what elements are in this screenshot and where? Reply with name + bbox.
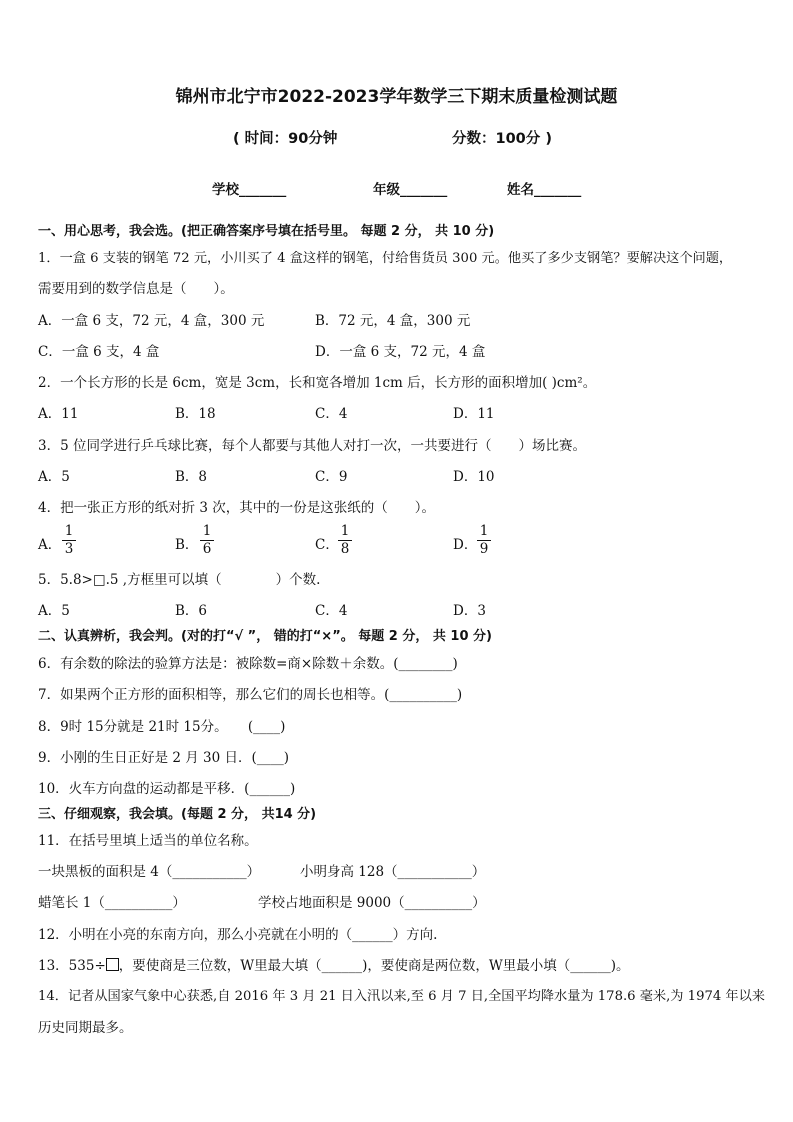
question-3: 3．5 位同学进行乒乓球比赛，每个人都要与其他人对打一次，一共要进行（ ）场比赛。	[38, 438, 586, 454]
option-b-fraction	[200, 524, 214, 557]
denominator: 6	[202, 541, 212, 557]
option-b: B．6	[175, 603, 208, 619]
exam-score: 分数：100分 )	[452, 131, 552, 147]
blank-box-icon	[106, 958, 119, 971]
option-a-label: A．	[38, 537, 62, 553]
exam-time: ( 时间：90分钟	[233, 131, 338, 147]
denominator: 3	[64, 541, 74, 557]
option-d: D．10	[453, 469, 495, 485]
option-a-fraction	[62, 524, 76, 557]
question-14-line2: 历史同期最多。	[38, 1020, 133, 1036]
option-c: C．一盒 6 支，4 盒	[38, 344, 160, 360]
option-a: A．5	[38, 603, 70, 619]
question-11-part4: 学校占地面积是 9000（__________）	[258, 895, 486, 911]
question-5: 5．5.8>□.5 ,方框里可以填（ ）个数.	[38, 572, 321, 588]
option-a: A．一盒 6 支，72 元，4 盒，300 元	[38, 313, 265, 329]
name-field: 姓名_______	[507, 182, 582, 198]
option-c-fraction	[338, 524, 352, 557]
option-d: D．一盒 6 支，72 元，4 盒	[315, 344, 486, 360]
question-6: 6．有余数的除法的验算方法是：被除数=商×除数＋余数。(________)	[38, 656, 458, 672]
denominator: 8	[340, 541, 350, 557]
grade-field: 年级_______	[373, 182, 448, 198]
question-11-part2: 小明身高 128（___________）	[300, 864, 486, 880]
question-13	[38, 957, 630, 975]
page-title: 锦州市北宁市2022-2023学年数学三下期末质量检测试题	[175, 87, 618, 107]
numerator: 1	[202, 523, 212, 539]
option-c: C．4	[315, 603, 348, 619]
option-d: D．3	[453, 603, 486, 619]
question-10: 10．火车方向盘的运动都是平移．(______)	[38, 781, 296, 797]
numerator: 1	[64, 523, 74, 539]
section-heading: 一、用心思考，我会选。(把正确答案序号填在括号里。 每题 2 分， 共 10 分)	[38, 224, 495, 239]
question-7: 7．如果两个正方形的面积相等，那么它们的周长也相等。(__________)	[38, 687, 463, 703]
section-heading: 三、仔细观察，我会填。(每题 2 分， 共14 分)	[38, 807, 317, 822]
option-d: D．11	[453, 406, 495, 422]
question-12: 12．小明在小亮的东南方向，那么小亮就在小明的（______）方向.	[38, 927, 438, 943]
numerator: 1	[479, 523, 489, 539]
option-c: C．4	[315, 406, 348, 422]
option-c: C．9	[315, 469, 348, 485]
denominator: 9	[479, 541, 489, 557]
option-b: B．72 元，4 盒，300 元	[315, 313, 471, 329]
option-b: B．18	[175, 406, 216, 422]
question-1-line2: 需要用到的数学信息是（ ）。	[38, 281, 234, 297]
option-c-label: C．	[315, 537, 339, 553]
option-d-fraction	[477, 524, 491, 557]
question-11-part1: 一块黑板的面积是 4（___________）	[38, 864, 261, 880]
option-a: A．11	[38, 406, 79, 422]
option-d-label: D．	[453, 537, 478, 553]
numerator: 1	[340, 523, 350, 539]
question-13-suffix: ，要使商是三位数，W里最大填（______)，要使商是两位数，W里最小填（______)。	[118, 958, 630, 974]
section-heading: 二、认真辨析，我会判。(对的打“√ ”， 错的打“×”。 每题 2 分， 共 10 分)	[38, 629, 492, 644]
option-b: B．8	[175, 469, 208, 485]
question-13-prefix: 13．535÷	[38, 958, 106, 974]
option-a: A．5	[38, 469, 70, 485]
school-field: 学校_______	[212, 182, 287, 198]
question-4: 4．把一张正方形的纸对折 3 次，其中的一份是这张纸的（ ）。	[38, 500, 436, 516]
question-1-line1: 1．一盒 6 支装的钢笔 72 元，小川买了 4 盒这样的钢笔，付给售货员 300 元。他买了多少支钢笔？要解决这个问题，	[38, 251, 733, 266]
question-9: 9．小刚的生日正好是 2 月 30 日．(____)	[38, 750, 290, 766]
question-14-line1: 14．记者从国家气象中心获悉,自 2016 年 3 月 21 日入汛以来,至 6 月 7 日,全国平均降水量为 178.6 毫米,为 1974 年以来	[38, 989, 765, 1004]
question-11: 11．在括号里填上适当的单位名称。	[38, 833, 258, 849]
question-11-part3: 蜡笔长 1（__________）	[38, 895, 186, 911]
question-8: 8．9时 15分就是 21时 15分。 (____)	[38, 719, 286, 735]
question-2: 2．一个长方形的长是 6cm，宽是 3cm，长和宽各增加 1cm 后，长方形的面积增加( )cm²。	[38, 375, 597, 391]
option-b-label: B．	[175, 537, 199, 553]
